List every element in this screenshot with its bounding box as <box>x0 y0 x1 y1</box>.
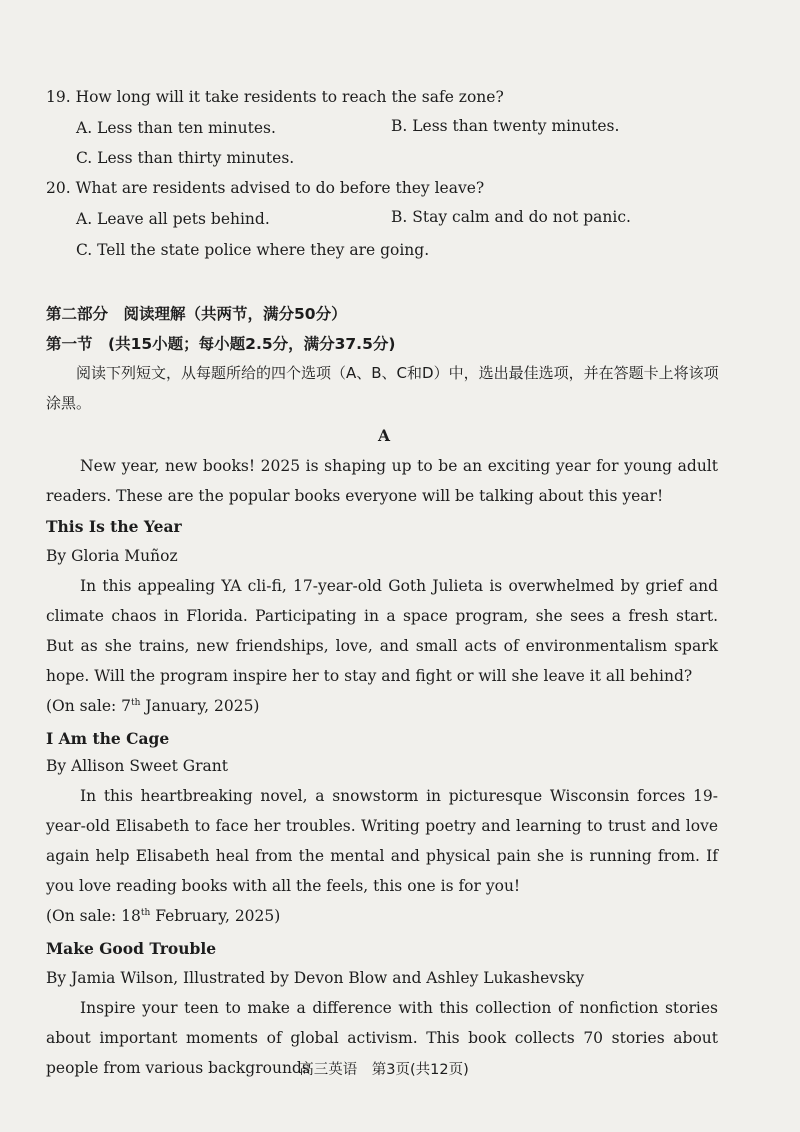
question-19-option-b: B. Less than twenty minutes. <box>391 117 620 135</box>
book-title: I Am the Cage <box>46 729 170 748</box>
part-heading: 第二部分 阅读理解（共两节，满分50分） <box>46 305 347 323</box>
book-author: By Jamia Wilson, Illustrated by Devon Blow and Ashley Lukashevsky <box>46 969 585 987</box>
book-description: In this appealing YA cli-fi, 17-year-old Goth Julieta is overwhelmed by grief and climate chaos in Florida. Participating in a space program, she sees a fresh start. But as she trains, new friendships, love, and small acts of environmentalism spark hope. Will the program inspire her to stay and fight or will she leave it all behind? <box>46 577 718 685</box>
book-author: By Allison Sweet Grant <box>46 757 228 775</box>
question-20-stem: 20. What are residents advised to do before they leave? <box>46 179 485 197</box>
book-author: By Gloria Muñoz <box>46 547 178 565</box>
book-description: Inspire your teen to make a difference with this collection of nonfiction stories about important moments of global activism. This book collects 70 stories about people from various backgrounds <box>46 999 718 1077</box>
question-19-stem: 19. How long will it take residents to reach the safe zone? <box>46 88 504 106</box>
book-sale-date: (On sale: 18th February, 2025) <box>46 907 281 925</box>
page-footer: 高三英语 第3页(共12页) <box>299 1062 469 1078</box>
book-title: Make Good Trouble <box>46 939 217 958</box>
question-20-option-a: A. Leave all pets behind. <box>76 210 270 228</box>
book-title: This Is the Year <box>46 517 182 536</box>
book-sale-date: (On sale: 7th January, 2025) <box>46 697 260 715</box>
question-20-option-b: B. Stay calm and do not panic. <box>391 208 631 226</box>
question-20-option-c: C. Tell the state police where they are going. <box>76 241 430 259</box>
passage-label: A <box>377 426 391 445</box>
book-description: In this heartbreaking novel, a snowstorm in picturesque Wisconsin forces 19-year-old Elisabeth to face her troubles. Writing poetry and learning to trust and love again help Elisabeth heal from the mental and physical pain she is running from. If you love reading books with all the feels, this one is for you! <box>46 787 718 895</box>
sub-heading: 第一节 (共15小题；每小题2.5分，满分37.5分) <box>46 335 396 353</box>
question-19-option-a: A. Less than ten minutes. <box>76 119 276 137</box>
passage-intro: New year, new books! 2025 is shaping up to be an exciting year for young adult readers. These are the popular books everyone will be talking about this year! <box>46 457 718 505</box>
question-19-option-c: C. Less than thirty minutes. <box>76 149 295 167</box>
instruction-text: 阅读下列短文，从每题所给的四个选项（A、B、C和D）中，选出最佳选项，并在答题卡上将该项涂黑。 <box>46 364 719 412</box>
